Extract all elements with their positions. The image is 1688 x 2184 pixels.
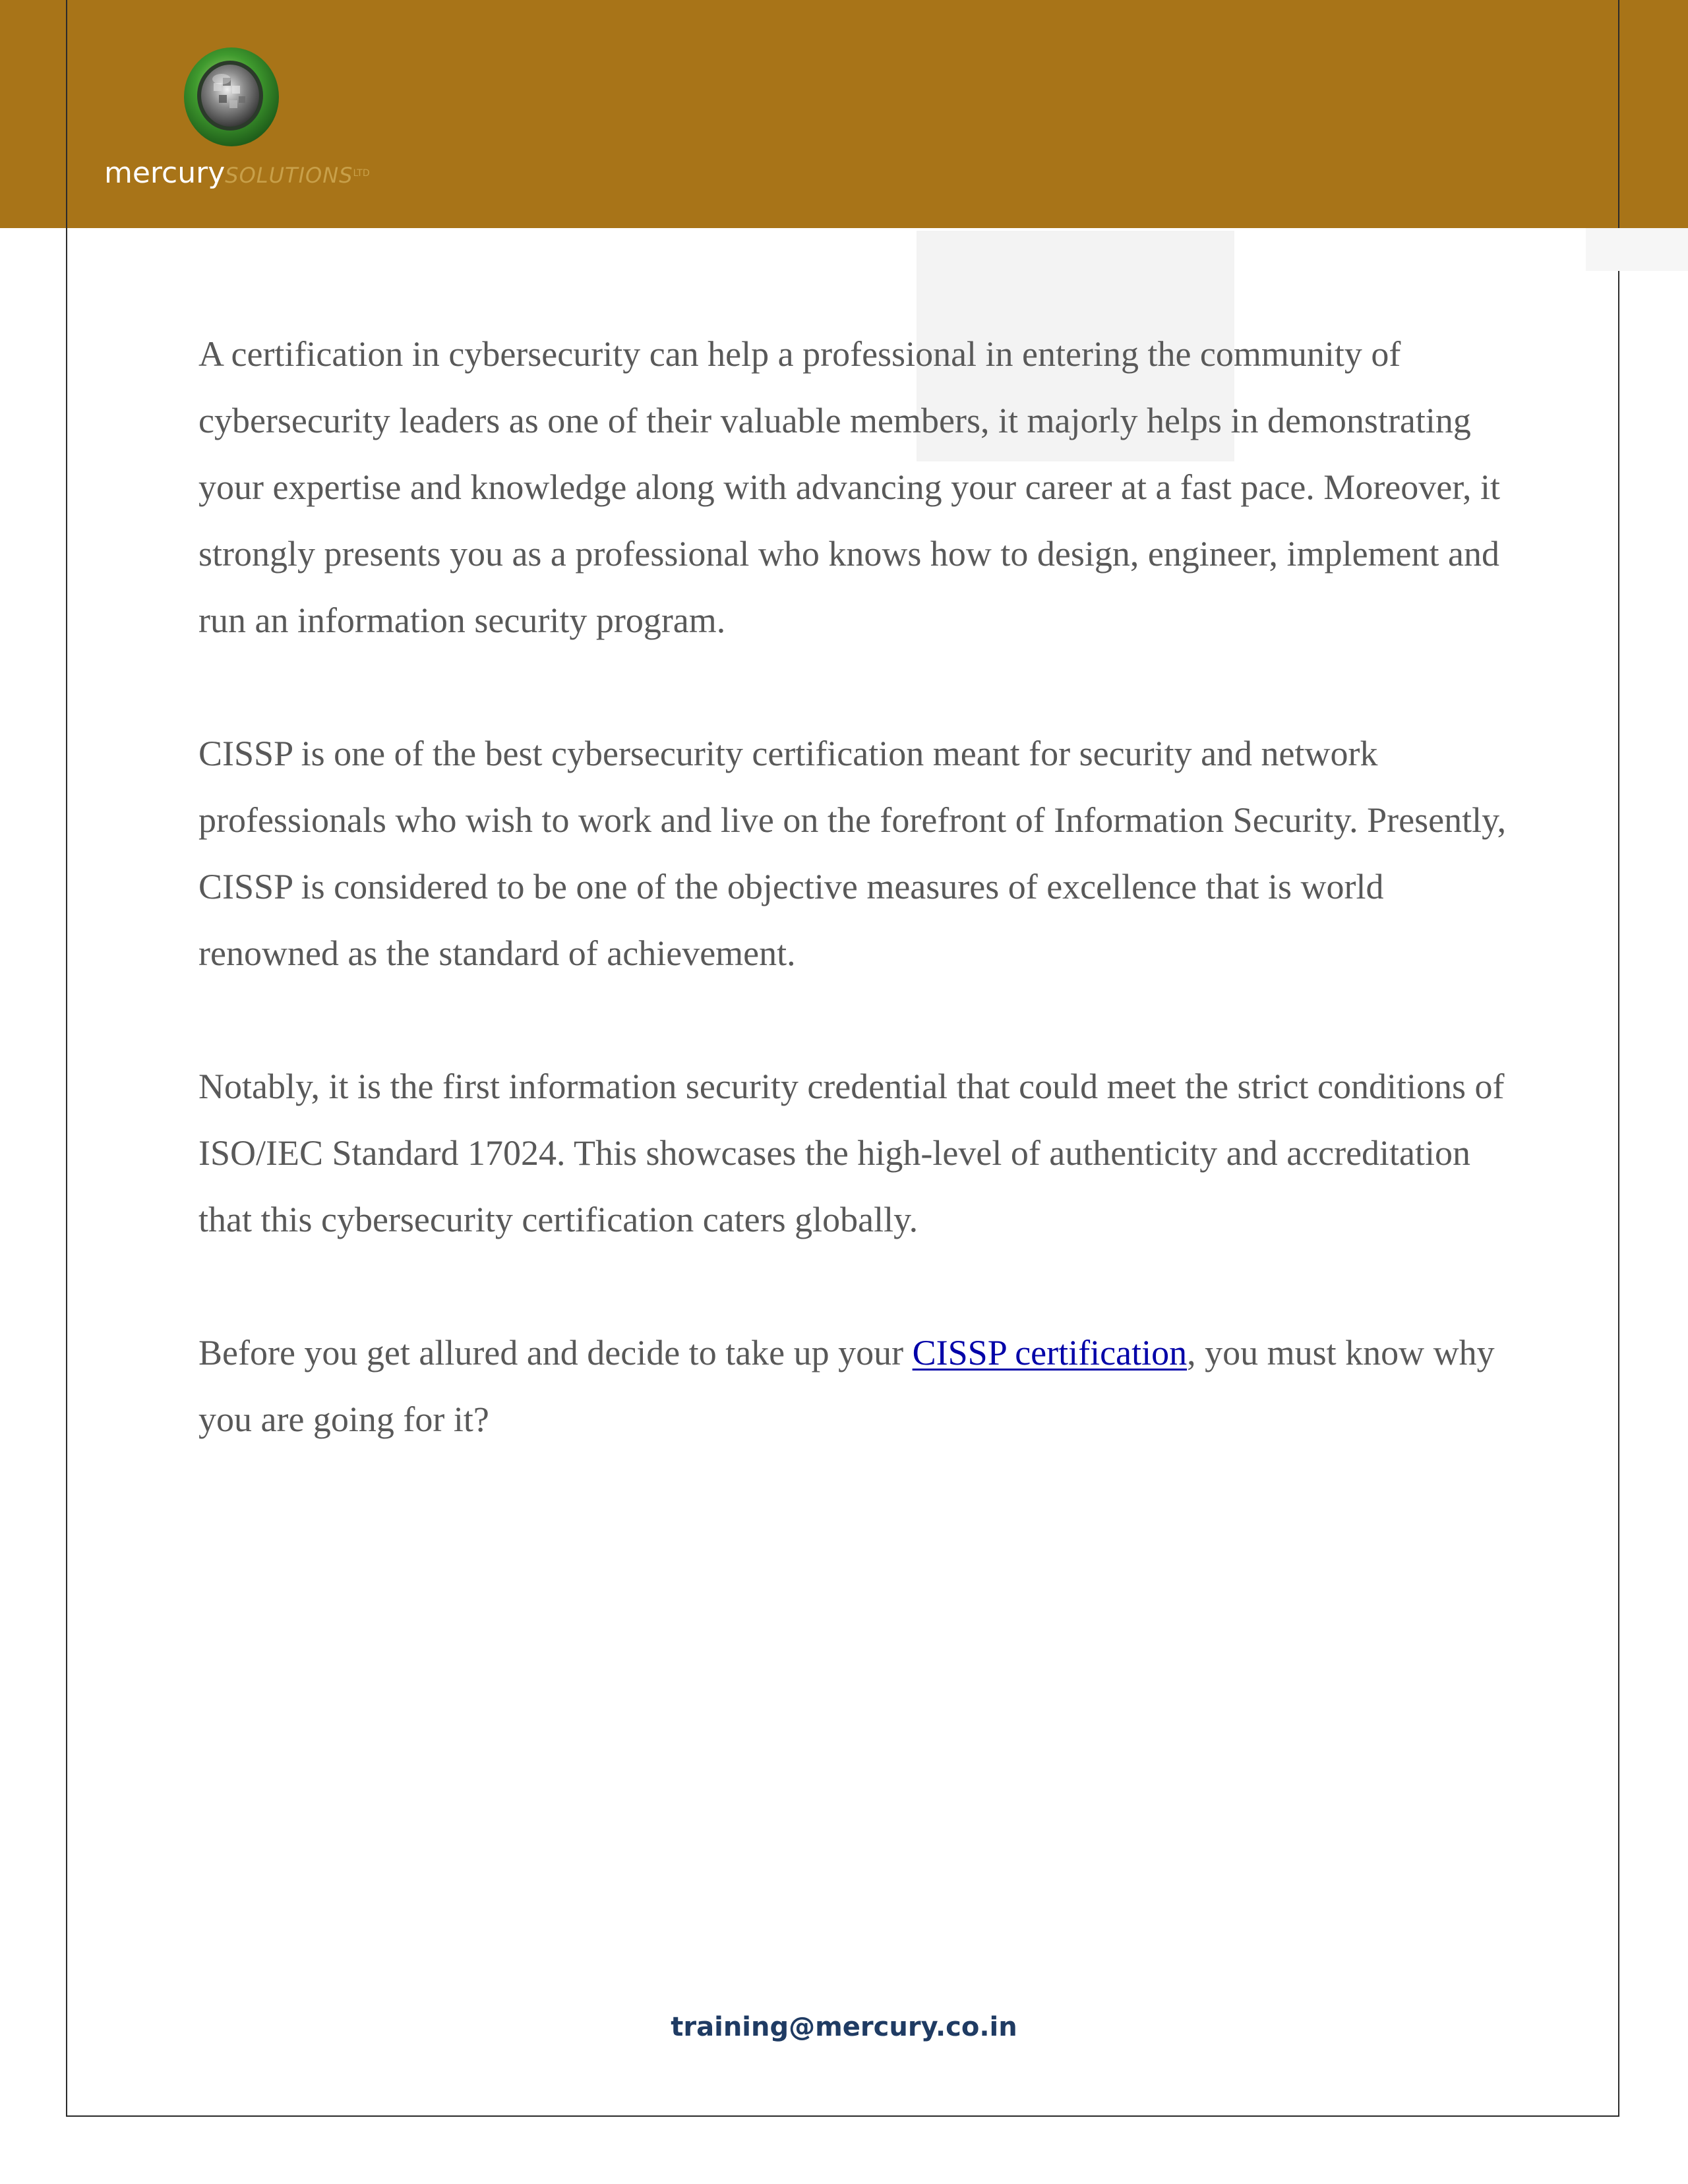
- paragraph-iso: Notably, it is the first information security credential that could meet the strict conditions of ISO/IEC Standard 17024. This showcases the high-level of authenticity and accreditation that this cybersecurity certification caters globally.: [198, 1067, 1505, 1239]
- paragraph-cissp: CISSP is one of the best cybersecurity certification meant for security and network professionals who wish to work and live on the forefront of Information Security. Presently, CISSP is considered to be one of the objective measures of excellence that is world renowned as the standard of achievement.: [198, 734, 1507, 973]
- footer-email: training@mercury.co.in: [671, 2012, 1017, 2042]
- logo-word-secondary: SOLUTIONS: [225, 163, 353, 188]
- closing-text-before: Before you get allured and decide to take up your: [198, 1333, 913, 1372]
- watermark-block-right: [1586, 228, 1688, 271]
- globe-icon: [182, 46, 281, 150]
- company-logo: [104, 46, 381, 198]
- body-content: [198, 321, 1511, 1453]
- paragraph-closing: [198, 1320, 1511, 1453]
- cissp-certification-link[interactable]: CISSP certification: [912, 1333, 1188, 1372]
- paragraph-intro: A certification in cybersecurity can help a professional in entering the community of cybersecurity leaders as one of their valuable members, it majorly helps in demonstrating your expertise and knowledge along with advancing your career at a fast pace. Moreover, it strongly presents you as a professional who knows how to design, engineer, implement and run an information security program.: [198, 334, 1501, 640]
- logo-wordmark: [104, 157, 370, 192]
- closing-text-after: , you must know why you are going for it?: [198, 1333, 1495, 1439]
- logo-word-mark: LTD: [353, 168, 370, 179]
- logo-word-primary: mercury: [104, 156, 226, 190]
